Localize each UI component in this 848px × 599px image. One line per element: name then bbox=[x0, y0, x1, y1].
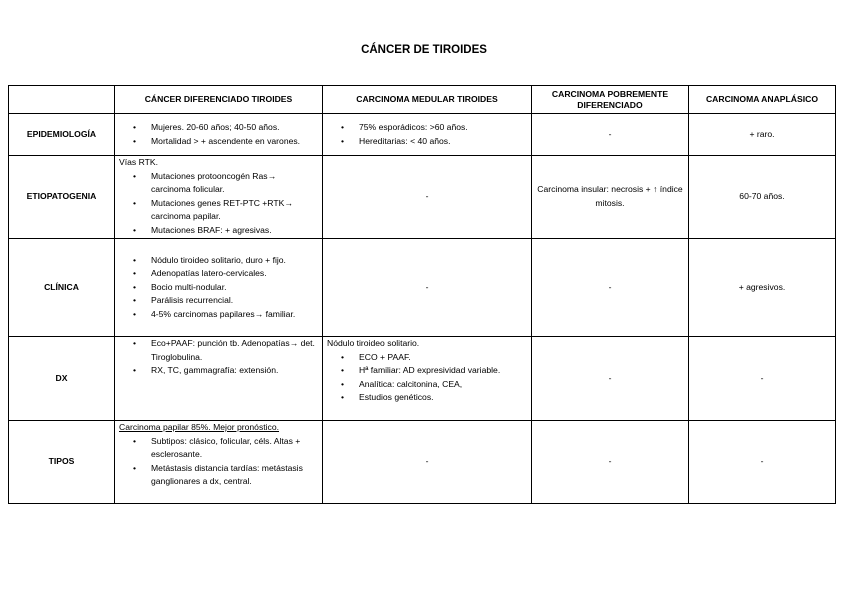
cell-diferenciado bbox=[115, 114, 323, 156]
cell-medular: - bbox=[323, 421, 532, 504]
cell-medular: - bbox=[323, 239, 532, 337]
cell-anaplasico: - bbox=[689, 421, 836, 504]
list-item: • Hª familiar: AD expresividad variable. bbox=[359, 364, 527, 378]
row-label: DX bbox=[9, 337, 115, 421]
cell-intro: Vías RTK. bbox=[119, 157, 159, 167]
cell-anaplasico: - bbox=[689, 337, 836, 421]
cell-intro: Nódulo tiroideo solitario. bbox=[327, 338, 420, 348]
cell-medular: - bbox=[323, 156, 532, 239]
cell-pobre: - bbox=[532, 239, 689, 337]
row-etiopatogenia bbox=[9, 156, 836, 239]
cell-anaplasico: + agresivos. bbox=[689, 239, 836, 337]
cell-pobre: Carcinoma insular: necrosis + ↑ índice mitosis. bbox=[532, 156, 689, 239]
list-item: • Mortalidad > + ascendente en varones. bbox=[151, 135, 318, 149]
cell-diferenciado bbox=[115, 337, 323, 421]
list-item: • Mujeres. 20-60 años; 40-50 años. bbox=[151, 121, 318, 135]
cell-anaplasico: + raro. bbox=[689, 114, 836, 156]
page-title: CÁNCER DE TIROIDES bbox=[361, 44, 487, 56]
cell-diferenciado bbox=[115, 421, 323, 504]
row-clinica bbox=[9, 239, 836, 337]
thyroid-cancer-table bbox=[8, 85, 836, 504]
cell-pobre: - bbox=[532, 421, 689, 504]
list-item: • ECO + PAAF. bbox=[359, 351, 527, 365]
list-item: • Eco+PAAF: punción tb. Adenopatías→ det. Tiroglobulina. bbox=[151, 337, 318, 364]
list-item: • Mutaciones BRAF: + agresivas. bbox=[151, 224, 318, 238]
row-label: TIPOS bbox=[9, 421, 115, 504]
cell-pobre: - bbox=[532, 337, 689, 421]
row-epidemiologia bbox=[9, 114, 836, 156]
cell-medular bbox=[323, 114, 532, 156]
header-medular: CARCINOMA MEDULAR TIROIDES bbox=[323, 86, 532, 114]
cell-anaplasico: 60-70 años. bbox=[689, 156, 836, 239]
row-label: EPIDEMIOLOGÍA bbox=[9, 114, 115, 156]
row-dx bbox=[9, 337, 836, 421]
row-label: ETIOPATOGENIA bbox=[9, 156, 115, 239]
list-item: • 4-5% carcinomas papilares→ familiar. bbox=[151, 308, 318, 322]
list-item: • Estudios genéticos. bbox=[359, 391, 527, 405]
header-pobre: CARCINOMA POBREMENTE DIFERENCIADO bbox=[532, 86, 689, 114]
list-item: • RX, TC, gammagrafía: extensión. bbox=[151, 364, 318, 378]
list-item: • 75% esporádicos: >60 años. bbox=[359, 121, 527, 135]
list-item: • Parálisis recurrencial. bbox=[151, 294, 318, 308]
list-item: • Subtipos: clásico, folicular, céls. Altas + esclerosante. bbox=[151, 435, 318, 462]
list-item: • Metástasis distancia tardías: metástasis ganglionares a dx, central. bbox=[151, 462, 318, 489]
row-tipos bbox=[9, 421, 836, 504]
list-item: • Analítica: calcitonina, CEA, bbox=[359, 378, 527, 392]
list-item: • Mutaciones genes RET-PTC +RTK→ carcinoma papilar. bbox=[151, 197, 318, 224]
header-corner bbox=[9, 86, 115, 114]
header-diferenciado: CÁNCER DIFERENCIADO TIROIDES bbox=[115, 86, 323, 114]
header-row bbox=[9, 86, 836, 114]
cell-diferenciado bbox=[115, 239, 323, 337]
cell-intro: Carcinoma papilar 85%. Mejor pronóstico. bbox=[119, 422, 280, 432]
list-item: • Nódulo tiroideo solitario, duro + fijo. bbox=[151, 254, 318, 268]
cell-diferenciado bbox=[115, 156, 323, 239]
row-label: CLÍNICA bbox=[9, 239, 115, 337]
list-item: • Adenopatías latero-cervicales. bbox=[151, 267, 318, 281]
cell-medular bbox=[323, 337, 532, 421]
cell-pobre: - bbox=[532, 114, 689, 156]
list-item: • Bocio multi-nodular. bbox=[151, 281, 318, 295]
list-item: • Mutaciones protooncogén Ras→ carcinoma folicular. bbox=[151, 170, 318, 197]
header-anaplasico: CARCINOMA ANAPLÁSICO bbox=[689, 86, 836, 114]
list-item: • Hereditarias: < 40 años. bbox=[359, 135, 527, 149]
